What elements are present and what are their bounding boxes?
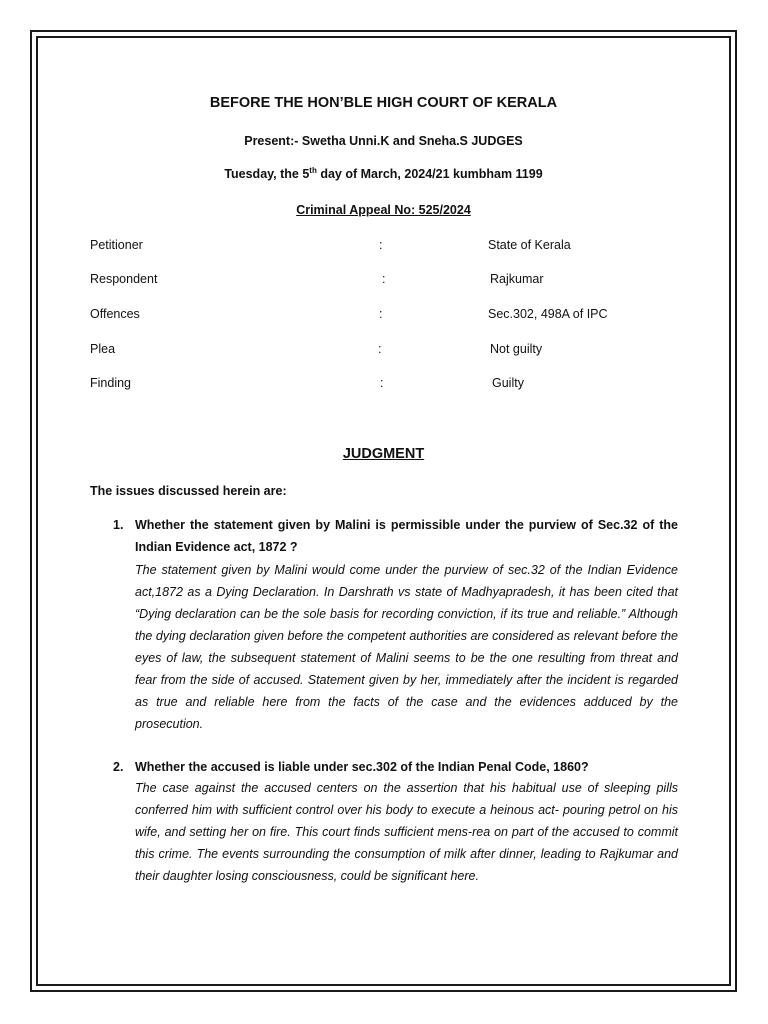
detail-row-respondent: [90, 272, 690, 290]
court-title: BEFORE THE HON’BLE HIGH COURT OF KERALA: [209, 95, 558, 111]
detail-value: Guilty: [492, 376, 524, 390]
detail-row-finding: [90, 376, 690, 394]
detail-label: Petitioner: [90, 238, 143, 252]
judgment-heading: JUDGMENT: [342, 446, 425, 462]
appeal-number: Criminal Appeal No: 525/2024: [296, 203, 471, 217]
issue-number: 2.: [113, 760, 124, 774]
issue-question: Whether the accused is liable under sec.302 of the Indian Penal Code, 1860?: [135, 760, 589, 774]
detail-label: Plea: [90, 342, 116, 356]
present-judges: Present:- Swetha Unni.K and Sneha.S JUDGES: [244, 134, 523, 148]
date-prefix: Tuesday, the 5: [224, 167, 310, 182]
detail-label: Respondent: [90, 272, 158, 286]
detail-value: State of Kerala: [488, 238, 571, 252]
detail-separator: :: [380, 376, 384, 390]
issue-answer: The case against the accused centers on the assertion that his habitual use of sleeping pills conferred him with sufficient control over his body to execute a heinous act- pouring petrol on his wife, and setting her on fire. This court finds sufficient mens-rea on part of the accused to commit this crime. The events surrounding the consumption of milk after dinner, leading to Rajkumar and their daughter losing consciousness, could be significant here.: [135, 781, 678, 883]
detail-separator: :: [382, 272, 386, 286]
issue-number: 1.: [113, 518, 124, 532]
detail-row-petitioner: [90, 238, 690, 256]
detail-label: Finding: [90, 376, 131, 390]
issue-question: Whether the statement given by Malini is permissible under the purview of Sec.32 of the Indian Evidence act, 1872 ?: [135, 518, 678, 554]
issue-answer: The statement given by Malini would come under the purview of sec.32 of the Indian Evidence act,1872 as a Dying Declaration. In Darshrath vs state of Madhyapradesh, it has been cited that “Dying declaration can be the sole basis for recording conviction, if its true and reliable.” Although the dying declaration given before the competent authorities are considered as relevant before the eyes of law, the subsequent statement of Malini seems to be the one resulting from threat and fear from the side of accused. Statement given by her, immediately after the incident is regarded as true and reliable here from the facts of the case and the evidences adduced by the prosecution.: [135, 563, 678, 731]
issues-intro: The issues discussed herein are:: [90, 484, 287, 498]
detail-value: Rajkumar: [490, 272, 544, 286]
detail-value: Sec.302, 498A of IPC: [488, 307, 608, 321]
hearing-date: [36, 166, 731, 181]
detail-row-plea: [90, 342, 690, 360]
date-superscript: th: [309, 166, 317, 175]
date-suffix: day of March, 2024/21 kumbham 1199: [316, 167, 543, 182]
detail-separator: :: [379, 238, 383, 252]
detail-separator: :: [379, 307, 383, 321]
detail-value: Not guilty: [490, 342, 543, 356]
detail-row-offences: [90, 307, 690, 325]
detail-separator: :: [378, 342, 382, 356]
detail-label: Offences: [90, 307, 140, 321]
